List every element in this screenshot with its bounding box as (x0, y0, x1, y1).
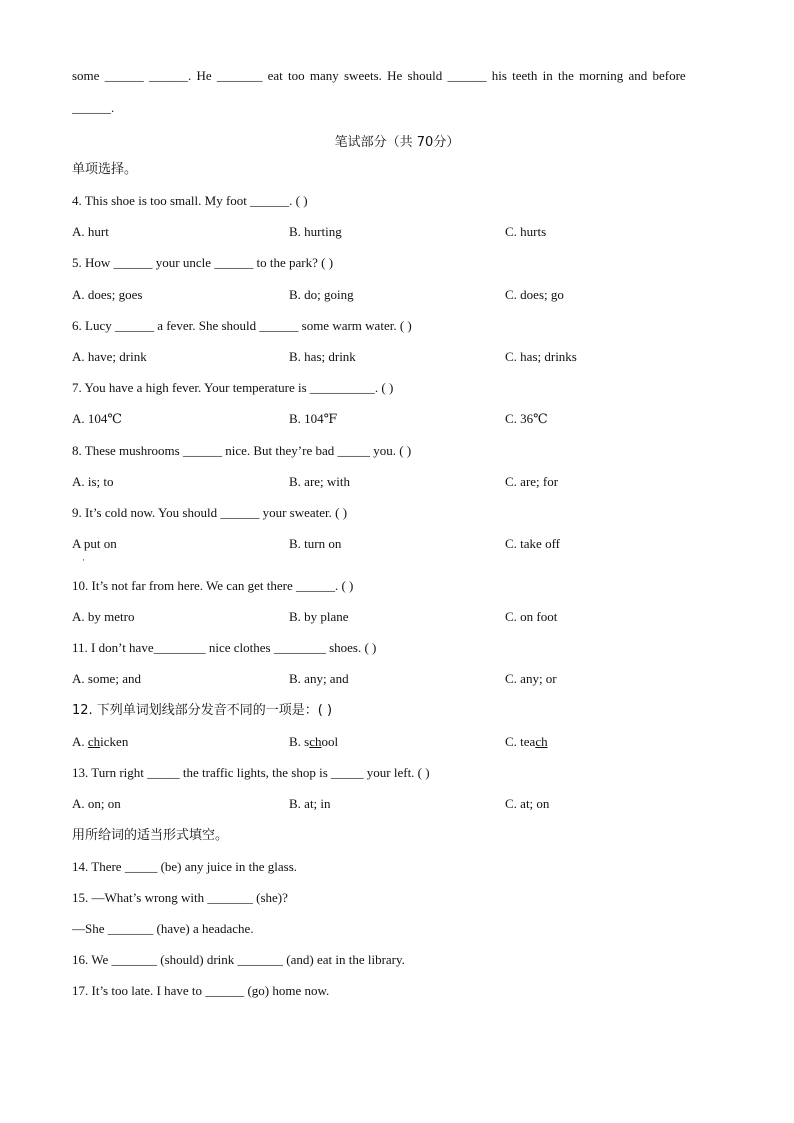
q13-option-c: C. at; on (505, 796, 550, 811)
q12-a-underlined: ch (87, 734, 101, 749)
q10-option-c: C. on foot (505, 609, 558, 624)
q9-option-c: C. take off (505, 536, 560, 551)
q12-b-prefix: B. s (289, 734, 310, 749)
q4-option-c: C. hurts (505, 224, 547, 239)
q6-option-a: A. have; drink (72, 349, 147, 364)
part2-heading: 用所给词的适当形式填空。 (72, 828, 229, 843)
q11-option-c: C. any; or (505, 671, 557, 686)
q10-option-b: B. by plane (289, 609, 349, 624)
q4-option-b: B. hurting (289, 224, 342, 239)
question-4: 4. This shoe is too small. My foot ______. ( ) (72, 193, 308, 208)
question-13: 13. Turn right _____ the traffic lights, the shop is _____ your left. ( ) (72, 765, 430, 780)
q5-option-a: A. does; goes (72, 287, 143, 302)
q12-a-prefix: A. (72, 734, 88, 749)
q8-option-b: B. are; with (289, 474, 351, 489)
question-6: 6. Lucy ______ a fever. She should ______ some warm water. ( ) (72, 318, 412, 333)
q12-option-a (72, 734, 128, 750)
fill-question-16: 16. We _______ (should) drink _______ (and) eat in the library. (72, 952, 405, 967)
question-10: 10. It’s not far from here. We can get there ______. ( ) (72, 578, 354, 593)
question-12: 12. 下列单词划线部分发音不同的一项是：( ) (72, 703, 333, 718)
q6-option-b: B. has; drink (289, 349, 356, 364)
intro-line-1: some ______ ______. He _______ eat too many sweets. He should ______ his teeth in the morning and before (72, 68, 686, 83)
fill-question-15: 15. —What’s wrong with _______ (she)? (72, 890, 288, 905)
q11-option-a: A. some; and (72, 671, 141, 686)
question-8: 8. These mushrooms ______ nice. But they’re bad _____ you. ( ) (72, 443, 412, 458)
question-7: 7. You have a high fever. Your temperature is __________. ( ) (72, 380, 394, 395)
part1-heading: 单项选择。 (72, 162, 138, 177)
stray-dot-mark: · (82, 555, 85, 565)
q12-c-underlined: ch (535, 734, 548, 749)
q9-option-a: A put on (72, 536, 117, 551)
question-11: 11. I don’t have________ nice clothes ________ shoes. ( ) (72, 640, 377, 655)
q12-b-underlined: ch (309, 734, 322, 749)
fill-question-17: 17. It’s too late. I have to ______ (go) home now. (72, 983, 330, 998)
q7-option-b: B. 104℉ (289, 411, 338, 426)
q7-option-a: A. 104℃ (72, 411, 122, 426)
intro-line-2: ______. (72, 100, 115, 115)
q12-b-suffix: ool (321, 734, 339, 749)
q5-option-c: C. does; go (505, 287, 564, 302)
q8-option-c: C. are; for (505, 474, 559, 489)
fill-question-14: 14. There _____ (be) any juice in the glass. (72, 859, 298, 874)
question-5: 5. How ______ your uncle ______ to the park? ( ) (72, 255, 334, 270)
q5-option-b: B. do; going (289, 287, 354, 302)
q12-option-b (289, 734, 338, 750)
q13-option-a: A. on; on (72, 796, 121, 811)
q8-option-a: A. is; to (72, 474, 114, 489)
q10-option-a: A. by metro (72, 609, 135, 624)
q12-c-prefix: C. tea (505, 734, 536, 749)
q11-option-b: B. any; and (289, 671, 349, 686)
question-9: 9. It’s cold now. You should ______ your sweater. ( ) (72, 505, 348, 520)
section-title: 笔试部分（共 70分） (334, 135, 460, 150)
q6-option-c: C. has; drinks (505, 349, 577, 364)
q12-option-c (505, 734, 548, 750)
q12-a-suffix: icken (100, 734, 129, 749)
fill-question-15-answer: —She _______ (have) a headache. (72, 921, 254, 936)
q7-option-c: C. 36℃ (505, 411, 548, 426)
q4-option-a: A. hurt (72, 224, 109, 239)
q13-option-b: B. at; in (289, 796, 331, 811)
q9-option-b: B. turn on (289, 536, 342, 551)
